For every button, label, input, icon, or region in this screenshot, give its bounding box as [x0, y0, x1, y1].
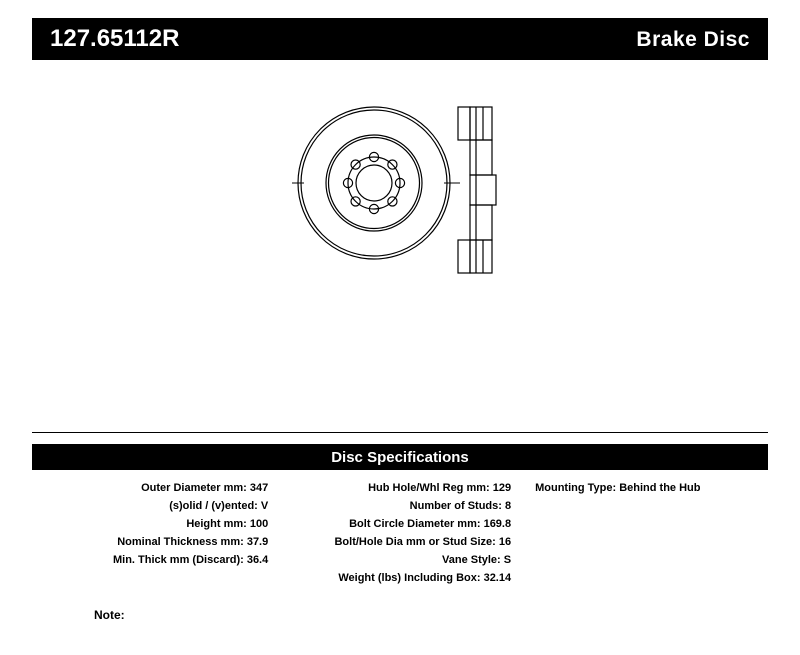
part-number: 127.65112R: [50, 25, 180, 52]
spec-item: Bolt Circle Diameter mm: 169.8: [349, 517, 512, 530]
specs-title: Disc Specifications: [331, 448, 469, 466]
spec-item: Height mm: 100: [186, 517, 269, 530]
spec-item: Outer Diameter mm: 347: [141, 482, 269, 494]
header-bar: [32, 18, 768, 60]
page-title: Brake Disc: [636, 27, 750, 51]
spec-item: Weight (lbs) Including Box: 32.14: [338, 571, 512, 584]
spec-item: (s)olid / (v)ented: V: [169, 499, 269, 512]
spec-item: Mounting Type: Behind the Hub: [535, 482, 701, 494]
specs-columns: [32, 480, 768, 588]
divider: [32, 432, 768, 433]
spec-item: Bolt/Hole Dia mm or Stud Size: 16: [334, 535, 512, 548]
spec-item: Nominal Thickness mm: 37.9: [117, 535, 269, 548]
note-label: Note:: [94, 607, 125, 622]
technical-drawing: [290, 95, 520, 285]
specs-title-bar: [32, 444, 768, 470]
spec-item: Vane Style: S: [442, 553, 512, 566]
spec-item: Hub Hole/Whl Reg mm: 129: [368, 482, 512, 494]
specs-column-right: [525, 480, 768, 588]
disc-specifications: [32, 444, 768, 622]
rotor-face-view: [298, 107, 450, 259]
rotor-drawing-svg: [290, 95, 520, 285]
rotor-edge-view: [458, 107, 496, 273]
specs-column-left: [32, 480, 282, 588]
specs-column-middle: [282, 480, 525, 588]
spec-item: Min. Thick mm (Discard): 36.4: [112, 553, 269, 566]
spec-item: Number of Studs: 8: [409, 499, 512, 512]
